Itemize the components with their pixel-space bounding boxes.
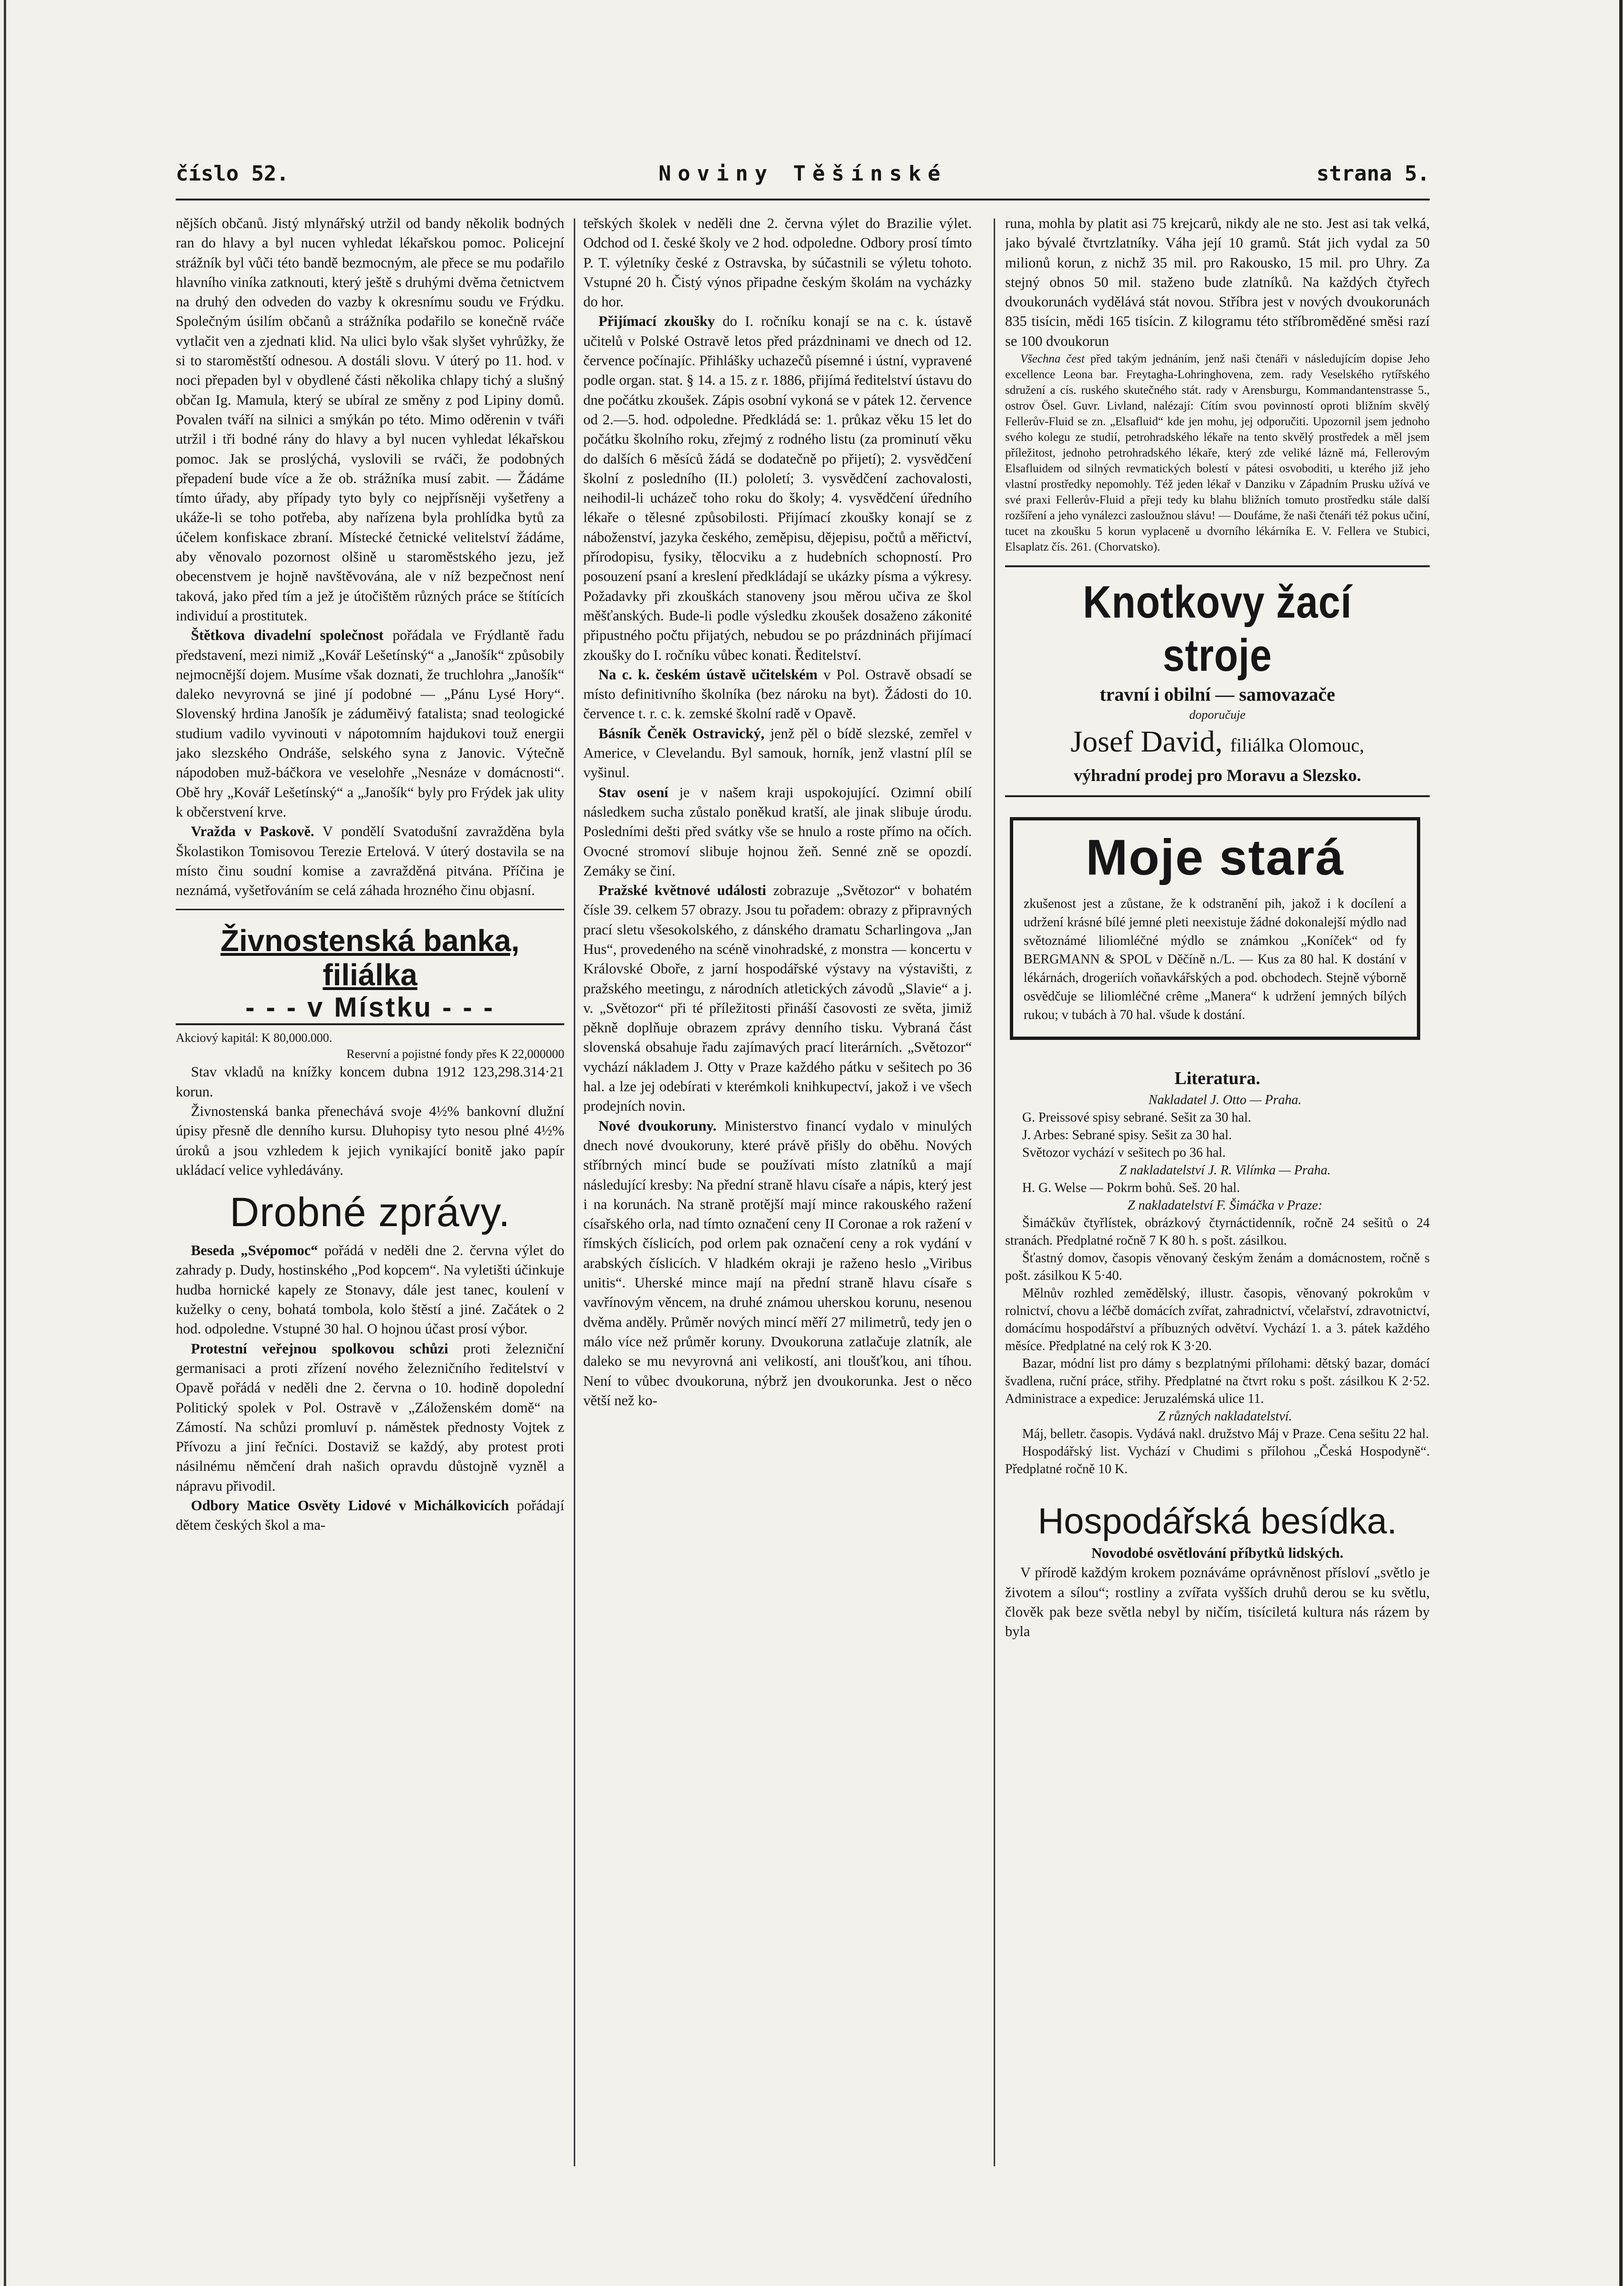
article-paragraph xyxy=(583,783,972,881)
article-text: před takým jednáním, jenž naši čtenáři v následujícím dopise Jeho excellence Leona bar. Freytagha-Lohringhovena, zem. rady Veselského rytířského sdružení a cís. ruského skutečného stát. rady v Arensburgu, Kommandantenstrasse 5., ostrov Ösel. Guvr. Livland, nalézají: Cítím svou povinností oproti bližním skvělý Fellerův-Fluid se zn. „Elsafluid“ kde jen mohu, jej odporučiti. Upozornil jsem jednoho svého kolegu ze studií, petrohradského lékaře na tento skvělý prostředek a měl jsem příležitost, jednoho petrohradského lékaře, který zde veliké lázně má, Fellerovým Elsafluidem od silných revmatických bolestí v pátesi osvoboditi, u kterého již jeho vlastní prostředky nepomohly. Též jeden lékař v Danziku v Západním Prusku užívá ve své praxi Fellerův-Fluid a přeji tedy ku blahu bližních tomuto prostředku stále další rozšíření a jeho vynálezci zasloužnou slávu! — Doufáme, že naši čtenáři též pokus učiní, tucet na zkoušku 5 korun vyplaceně u dvorního lékárníka E. V. Fellera ve Stubici, Elsaplatz čís. 261. (Chorvatsko). xyxy=(1005,352,1430,554)
article-paragraph xyxy=(176,1241,564,1339)
ad-knotkovy-subtitle: travní i obilní — samovazače xyxy=(1100,684,1335,705)
article-paragraph xyxy=(176,822,564,900)
scan-edge-left xyxy=(4,0,6,2286)
article-text: je v našem kraji uspokojující. Ozimní obilí následkem sucha zůstalo poněkud kratší, ale jinak slibuje úrodu. Posledními dešti před svátky vše se hnulo a roste přímo na očích. Ovocné stromoví slibuje hojnou žeň. Senné zně se opozdí. Zemáky se činí. xyxy=(583,784,972,879)
column-2 xyxy=(583,214,972,2162)
section-title-drobne: Drobné zprávy. xyxy=(229,1190,511,1236)
article-heading: Novodobé osvětlování příbytků lidských. xyxy=(1091,1545,1344,1562)
ad-knotkovy-title: Knotkovy žací stroje xyxy=(1083,577,1352,681)
lit-item: Šimáčkův čtyřlístek, obrázkový čtyrnáctidenník, ročně 24 sešitů o 24 stranách. Předplatné ročně 7 K 80 h. s pošt. zásilkou. xyxy=(1005,1216,1430,1248)
article-heading: Přijímací zkoušky xyxy=(598,313,715,330)
lit-publisher: Z nakladatelství F. Šimáčka v Praze: xyxy=(1127,1198,1323,1213)
ad-moje-stara-text: zkušenost jest a zůstane, že k odstranění pih, jakož i k docílení a udržení krásné bílé jemné pleti neexistuje žádné dokonalejší mýdlo nad světoznámé liliomléčné mýdlo se známkou „Koníček“ od fy BERGMANN & SPOL v Děčíně n./L. — Kus za 80 hal. K dostání v lékárnách, drogeriích voňavkářských a pod. obchodech. Stejně výborně osvědčuje se liliomléčné crême „Manera“ k udržení jemných bílých rukou; v tubách à 70 hal. všude k dostání. xyxy=(1024,896,1406,1023)
lit-publisher: Z nakladatelství J. R. Vilímka — Praha. xyxy=(1119,1163,1331,1178)
lit-item: J. Arbes: Sebrané spisy. Sešit za 30 hal. xyxy=(1022,1128,1232,1143)
article-text: Ministerstvo financí vydalo v minulých dnech nové dvoukoruny, které právě přišly do oběhu. Nových stříbrných mincí bude se používati místo zlatníků a mají následující kresby: Na přední straně hlavu císaře a nápis, který jest i na korunách. Na straně protější mají mince rakouského ražení císařského orla, nad tímto označení ceny II Coronae a rok ražení v římských číslicích, pod orlem pak označení ceny a rok vydání v arabských číslicích. V hladkém okraji je raženo heslo „Viribus unitis“. Uherské mince mají na přední straně hlavu císaře s vavřínovým věncem, na druhé známou uherskou korunu, nesenou dvěma anděly. Průměr nových mincí měří 27 milimetrů, tedy jen o málo více než průměr koruny. Dvoukoruna zatlačuje zlatník, ale daleko se mu nevyrovná ani velikostí, ani tloušťkou, ani tíhou. Není to vůbec dvoukoruna, nýbrž jen dvoukorunka. Jest o něco větší než ko- xyxy=(583,1117,972,1409)
fellera-notice xyxy=(1005,351,1430,555)
lit-item: Šťastný domov, časopis věnovaný českým ženám a domácnostem, ročně s pošt. zásilkou K 5·40. xyxy=(1005,1251,1430,1284)
bank-capital: Akciový kapitál: K 80,000.000. xyxy=(176,1031,332,1045)
article-heading: Odbory Matice Osvěty Lidové v Michálkovicích xyxy=(191,1497,509,1514)
bank-ad-subtitle: - - - v Místku - - - xyxy=(176,992,564,1025)
lit-item: Máj, belletr. časopis. Vydává nakl. družstvo Máj v Praze. Cena sešitu 22 hal. xyxy=(1022,1427,1429,1442)
ad-knotkovy-recommends: doporučuje xyxy=(1189,708,1246,722)
article-paragraph xyxy=(583,1116,972,1410)
article-paragraph xyxy=(176,1339,564,1496)
lit-publisher: Nakladatel J. Otto — Praha. xyxy=(1149,1093,1301,1108)
lit-item: Hospodářský list. Vychází v Chudimi s přílohou „Česká Hospodyně“. Předplatné ročně 10 K. xyxy=(1005,1444,1430,1477)
article-heading: Protestní veřejnou spolkovou schůzi xyxy=(191,1340,448,1357)
page-number: strana 5. xyxy=(1316,162,1430,186)
lit-publisher: Z různých nakladatelství. xyxy=(1158,1409,1292,1424)
column-divider xyxy=(994,219,995,2166)
page-header xyxy=(176,162,1430,190)
article-paragraph: runa, mohla by platit asi 75 krejcarů, nikdy ale ne sto. Jest asi tak velká, jako bývalé čtvrtzlatníky. Váha její 10 gramů. Stát jich vydal za 50 milionů korun, z nichž 35 mil. pro Rakousko, 15 mil. pro Uhry. Za stejný obnos 50 mil. staženo bude zlatníků. Na každých čtyřech dvoukorunách vydělává stát novou. Stříbra jest v nových dvoukorunách 835 tisícin, mědi 165 tisícin. Z kilogramu této stříbroměděné směsi razí se 100 dvoukorun xyxy=(1005,215,1430,349)
section-rule xyxy=(176,909,564,910)
ad-knotkovy-dealer xyxy=(1005,723,1430,764)
article-text: pořádala ve Frýdlantě řadu představení, mezi nimiž „Kovář Lešetínský“ a „Janošík“ způsobily nejmocnější dojem. Musíme však doznati, že truchlohra „Janošík“ daleko nevyrovná se jiné jí podobné — „Pánu Lysé Hory“. Slovenský hrdina Janošík je záduměivý fatalista; snad teologické studium vadilo vyvinouti v nápotomním hajdukovi touž energii jako slezského Ondráše, selského syna z Janovic. Výtečně nápodoben muž-báčkora ve veselohře „Nesnáze v domácnosti“. Obě hry „Kovář Lešetínský“ a „Janošík“ byly pro Frýdek jak ulity k občerstvení krve. xyxy=(176,627,564,820)
bank-paragraph: Živnostenská banka přenechává svoje 4½% bankovní dlužní úpisy přesně dle denního kursu. Dluhopisy tyto nesou plné 4½% úroků a jsou vzhledem k jejich vynikající bonitě jako papír ukládací velice vyhledávány. xyxy=(176,1103,564,1178)
article-text: pořádají dětem českých škol a ma- xyxy=(176,1497,564,1534)
literatura-section xyxy=(1005,1066,1430,1478)
bank-reserve: Reservní a pojistné fondy přes K 22,000000 xyxy=(346,1047,564,1061)
article-text: jenž pěl o bídě slezské, zemřel v Americe, v Clevelandu. Byl samouk, horník, jenž vlastní plíl se vyšinul. xyxy=(583,725,972,781)
article-heading: Básník Čeněk Ostravický, xyxy=(598,725,765,742)
article-paragraph: V přírodě každým krokem poznáváme oprávněnost přísloví „světlo je životem a sílou“; rostliny a zvířata vyšších druhů derou se ku světlu, člověk pak beze světla nebyl by ničím, tisíciletá kultura nás rázem by byla xyxy=(1005,1564,1430,1640)
lit-item: H. G. Welse — Pokrm bohů. Seš. 20 hal. xyxy=(1022,1181,1240,1196)
article-text: zobrazuje „Světozor“ v bohatém čísle 39. celkem 57 obrazy. Jsou tu pořadem: obrazy z připravných prací sletu všesokolského, z dánského dramatu Scharlingova „Jan Hus“, provedeného na scéně vinohradské, z monstra — koncertu v Královské Oboře, z jarní hospodářské výstavy na výstavišti, z pražského meetingu, z národních atletických závodů „Slavie“ a j. v. „Světozor“ při té příležitosti přináší časovosti ze světa, jimiž pěkně doplňuje obrazem zprávy denního tisku. Vybraná část slovenská obsahuje řadu zajímavých prací literárních. „Světozor“ vychází nákladem J. Otty v Praze každého pátku v sešitech po 36 hal. a lze jej odebírati v kterémkoli knihkupectví, jakož i ve všech prodejních novin. xyxy=(583,882,972,1114)
article-text: do I. ročníku konají se na c. k. ústavě učitelů v Polské Ostravě letos před prázdninami ve dnech od 12. července počínajíc. Přihlášky uchazečů písemné i ústní, vypravené podle organ. stat. § 14. a 15. z r. 1886, přijímá ředitelství ústavu do dne počátku zkoušek. Zápis osobní vykoná se v pátek 12. července od 2.—5. hod. odpoledne. Předkládá se: 1. průkaz věku 15 let do počátku školního roku, zřejmý z rodného listu (za prominutí věku do dalších 6 měsíců žádá se dodatečně po přijetí); 2. vysvědčení školní z posledního (II.) pololetí; 3. vysvědčení zachovalosti, neihodil-li ucházeč toho roku do školy; 4. vysvědčení úředního lékaře o tělesné způsobilosti. Přijímací zkoušky konají se z náboženství, jazyka českého, zeměpisu, dějepisu, počtů a měřictví, přírodopisu, fysiky, tělocviku a z hudebních schopností. Pro posouzení psaní a kreslení předkládají se ukázky písma a výkresy. Požadavky při zkouškách stanoveny jsou měrou učiva ze škol měšťanských. Bude-li podle výsledku zkoušek dosaženo zákonité připustného počtu přijatých, nebudou se po prázdninách přijímací zkoušky do I. ročníku vůbec konati. Ředitelství. xyxy=(583,313,972,663)
article-heading: Na c. k. českém ústavě učitelském xyxy=(598,666,818,683)
dealer-name: Josef David, xyxy=(1070,724,1223,759)
article-paragraph xyxy=(583,881,972,1116)
ad-moje-stara-title: Moje stará xyxy=(1085,829,1345,886)
ad-moje-stara xyxy=(1010,817,1420,1040)
article-heading: Stav osení xyxy=(598,784,668,800)
section-title-hospodarska: Hospodářská besídka. xyxy=(1037,1501,1397,1542)
article-paragraph xyxy=(583,724,972,783)
article-paragraph xyxy=(176,626,564,822)
article-text: pořádá v neděli dne 2. června výlet do zahrady p. Dudy, hostinského „Pod kopcem“. Na vyletišti účinkuje hudba hornické kapely ze Stonavy, dále jest tanec, koulení v kuželky o ceny, bohatá tombola, kolo štěstí a jiné. Začátek o 2 hod. odpoledne. Vstupné 30 hal. O hojnou účast prosí výbor. xyxy=(176,1242,564,1337)
dealer-branch: filiálka Olomouc, xyxy=(1230,734,1365,756)
literatura-title: Literatura. xyxy=(1174,1068,1261,1089)
article-paragraph xyxy=(583,312,972,665)
article-heading: Pražské květnové události xyxy=(598,882,766,899)
article-text: v Pol. Ostravě obsadí se místo definitivního školníka (bez nároku na byt). Žádosti do 10. července t. r. c. k. zemské školní radě v Opavě. xyxy=(583,666,972,722)
article-heading: Beseda „Svépomoc“ xyxy=(191,1242,318,1259)
lit-item: Mělnův rozhled zemědělský, illustr. časopis, věnovaný pokrokům v rolnictví, chovu a léčbě domácích zvířat, zahradnictví, včelařství, zdravotnictví, domácímu hospodářství a příbuzných odvětví. Vychází 1. a 3. pátek každého měsíce. Předplatné na celý rok K 3·20. xyxy=(1005,1286,1430,1354)
article-paragraph: teřských školek v neděli dne 2. června výlet do Brazilie výlet. Odchod od I. české školy ve 2 hod. odpoledne. Odbory prosí tímto P. T. výletníky české z Ostravska, by súčastnili se výletu tohoto. Vstupné 20 h. Čistý výnos připadne českým školám na vycházky do hor. xyxy=(583,215,972,310)
column-1 xyxy=(176,214,564,2162)
issue-number: číslo 52. xyxy=(176,162,289,186)
column-divider xyxy=(574,219,575,2166)
article-heading: Všechna čest xyxy=(1020,352,1085,366)
scan-edge-right xyxy=(1619,0,1623,2286)
column-3 xyxy=(1005,214,1430,2162)
header-rule xyxy=(176,199,1430,200)
ad-knotkovy xyxy=(1005,565,1430,797)
article-heading: Štětkova divadelní společnost xyxy=(191,627,384,644)
article-paragraph: nějších občanů. Jistý mlynářský utržil od bandy několik bodných ran do hlavy a byl nucen vyhledat lékařskou pomoc. Policejní strážník byl vůči této bandě bezmocným, ale přece se mu podařilo hlavního viníka zatknouti, který ještě s druhými dvěma četnictvem na druhý den odveden do vazby k okresnímu soudu ve Frýdku. Společným úsilím občanů a strážníka podařilo se konečně rváče vytlačit ven a zjednati klid. Na ulici bylo však slyšet vyhrůžky, že si to staroměstští odnesou. A dostáli slovu. V úterý po 11. hod. v noci přepaden byl v obydlené části několika chlapy tichý a slušný občan Ig. Mamula, který se ubíral ze směny z pod Lipiny domů. Povalen tváří na silnici a smýkán po této. Mimo oděrenin v tváři utržil i tři bodné rány do hlavy a byl nucen vyhledat lékařskou pomoc. Jak se proslýchá, vyslovili se rváči, že podobných přepadení bude více a že ob. strážníka musí zabit. — Žádáme tímto úřady, aby případy tyto byly co nejpřísněji vyšetřeny a ukáže-li se toho potřeba, aby nařízena byla prohlídka bytů za účelem konfiskace zbraní. Místecké četnické velitelství žádáme, aby věnovalo pozornost olšině u staroměstského jezu, jež obecenstvem je hojně navštěvována, ale v níž bezpečnost není taková, jako před tím a jež je útočištěm různých práce se štítících individuí a prostitutek. xyxy=(176,215,564,624)
ad-knotkovy-exclusive: výhradní prodej pro Moravu a Slezsko. xyxy=(1005,764,1430,797)
article-heading: Vražda v Paskově. xyxy=(191,823,314,840)
lit-item: Bazar, módní list pro dámy s bezplatnými přílohami: dětský bazar, domácí švadlena, ruční práce, střihy. Předplatné na čtvrt roku s pošt. zásilkou K 2·52. Administrace a expedice: Jeruzalémská ulice 11. xyxy=(1005,1356,1430,1407)
lit-item: Světozor vychází v sešitech po 36 hal. xyxy=(1022,1145,1226,1161)
newspaper-title: Noviny Těšínské xyxy=(658,162,947,186)
bank-paragraph: Stav vkladů na knížky koncem dubna 1912 123,298.314·21 korun. xyxy=(176,1064,564,1100)
article-paragraph xyxy=(583,665,972,724)
lit-item: G. Preissové spisy sebrané. Sešit za 30 hal. xyxy=(1022,1110,1252,1125)
article-text: proti železniční germanisaci a proti zřízení nového železničního ředitelství v Opavě pořádá v neděli dne 2. června o 10. hodině dopolední Politický spolek v Pol. Ostravě v „Záloženském domě“ na Zámostí. Na schůzi promluví p. náměstek přednosty Vojtek z Přívozu a jiní řečníci. Dostaviž se každý, aby protest proti násilnému němčení drah našich opravdu důstojně vyzněl a nápravu přivodil. xyxy=(176,1340,564,1494)
article-heading: Nové dvoukoruny. xyxy=(598,1117,717,1134)
article-text: V pondělí Svatodušní zavražděna byla Školastikon Tomisovou Terezie Ertelová. V úterý dostavila se na místo činu soudní komise a zavražděná pitvána. Příčina je neznámá, vyšetřováním se celá záhada hrozného činu objasní. xyxy=(176,823,564,899)
article-paragraph xyxy=(176,1496,564,1535)
bank-ad-title: Živnostenská banka, filiálka xyxy=(220,924,520,992)
